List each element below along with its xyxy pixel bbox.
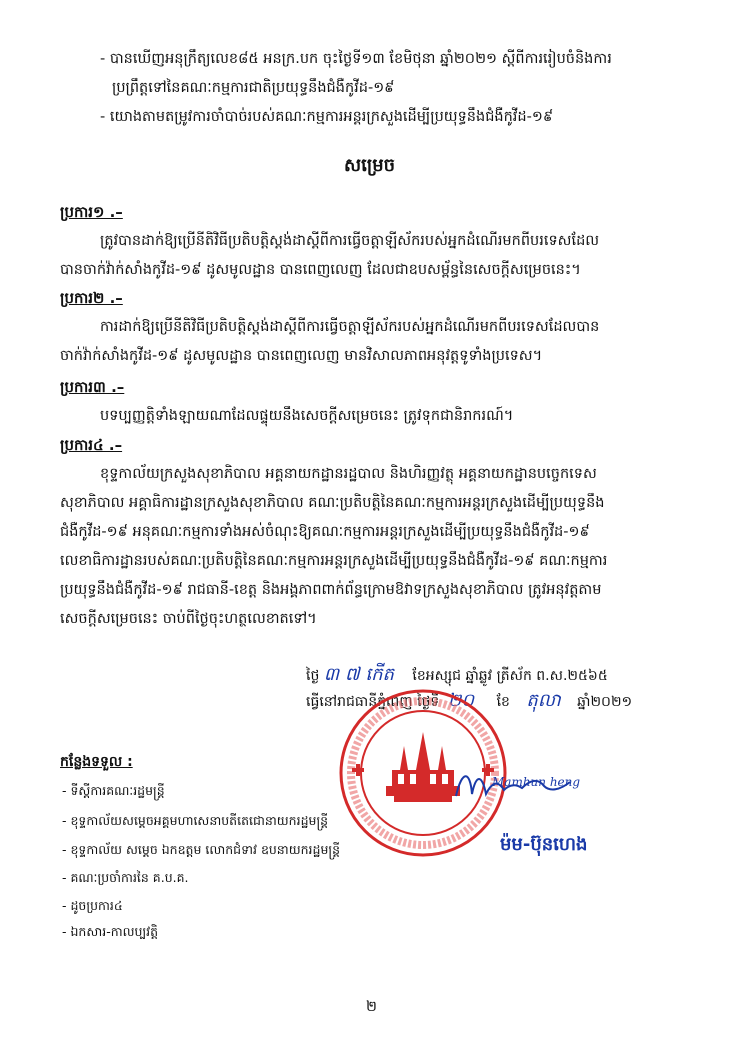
date-day-prefix: ថ្ងៃ	[306, 668, 320, 684]
recipient-item: - ឯកសារ-កាលប្បវត្តិ	[62, 924, 159, 939]
article-4-line-6: សេចក្តីសម្រេចនេះ ចាប់ពីថ្ងៃចុះហត្ថលេខាតទៅ។	[60, 611, 317, 627]
date-month-label: ខែ	[496, 694, 510, 710]
preamble-line-1: - បានឃើញអនុក្រឹត្យលេខ៨៥ អនក្រ.បក ចុះថ្ងៃទី១៣ ខែមិថុនា ឆ្នាំ២០២១ ស្តីពីការរៀបចំនិងការ	[100, 51, 612, 67]
signatory-name: ម៉ម-ប៊ុនហេង	[500, 834, 588, 855]
preamble-line-3: - យោងតាមតម្រូវការចាំបាច់របស់គណៈកម្មការអន្តរក្រសួងដើម្បីប្រយុទ្ធនឹងជំងឺកូវីដ-១៩	[100, 109, 554, 125]
date-lunar-suffix: ខែអស្សុជ ឆ្នាំឆ្លូវ ត្រីស័ក ព.ស.២៥៦៥	[412, 668, 608, 684]
date-handwritten-month: តុលា	[526, 690, 561, 711]
date-line-1	[306, 662, 608, 689]
signature-text: Mamhun heng	[492, 775, 581, 789]
article-4-line-5: ប្រយុទ្ធនឹងជំងឺកូវីដ-១៩ រាជធានី-ខេត្ត និងអង្គភាពពាក់ព័ន្ធក្រោមឱវាទក្រសួងសុខាភិបាល ត្រូវអនុវត្តតាម	[60, 582, 602, 598]
article-1-line-1: ត្រូវបានដាក់ឱ្យប្រើនីតិវិធីប្រតិបត្តិស្តង់ដាស្តីពីការធ្វើចត្តាឡីស័ករបស់អ្នកដំណើរមកពីបរទេសដែល	[100, 233, 600, 249]
article-2-line-1: ការដាក់ឱ្យប្រើនីតិវិធីប្រតិបត្តិស្តង់ដាស្តីពីការធ្វើចត្តាឡីស័ករបស់អ្នកដំណើរមកពីបរទេសដែលបាន	[100, 319, 600, 335]
article-4-line-1: ខុទ្ទកាល័យក្រសួងសុខាភិបាល អគ្គនាយកដ្ឋានរដ្ឋបាល និងហិរញ្ញវត្ថុ អគ្គនាយកដ្ឋានបច្ចេកទេស	[100, 466, 597, 482]
decision-heading: សម្រេច	[344, 155, 396, 176]
date-place-prefix: ធ្វើនៅរាជធានីភ្នំពេញ ថ្ងៃទី	[306, 694, 440, 710]
page-number: ២	[366, 999, 377, 1015]
article-2-label: ប្រការ២ .–	[60, 289, 123, 307]
signature-icon	[452, 766, 582, 806]
article-2-line-2: ចាក់វ៉ាក់សាំងកូវីដ-១៩ ដូសមូលដ្ឋាន បានពេញលេញ មានវិសាលភាពអនុវត្តទូទាំងប្រទេស។	[60, 348, 543, 364]
recipient-item: - ទីស្តីការគណៈរដ្ឋមន្ត្រី	[62, 783, 165, 798]
date-year: ឆ្នាំ២០២១	[577, 694, 633, 710]
recipient-item: - ខុទ្ទកាល័យសម្តេចអគ្គមហាសេនាបតីតេជោនាយករដ្ឋមន្ត្រី	[62, 813, 329, 828]
date-handwritten-lunar: ៣ ៧ កើត	[323, 664, 394, 685]
article-1-label: ប្រការ១ .–	[60, 203, 123, 221]
article-3-line-1: បទប្បញ្ញត្តិទាំងឡាយណាដែលផ្ទុយនឹងសេចក្តីសម្រេចនេះ ត្រូវទុកជានិរាករណ៍។	[100, 408, 514, 424]
date-handwritten-day: ២០	[447, 690, 475, 711]
article-4-line-3: ជំងឺកូវីដ-១៩ អនុគណៈកម្មការទាំងអស់ចំណុះឱ្យគណៈកម្មការអន្តរក្រសួងដើម្បីប្រយុទ្ធនឹងជំងឺកូវីដ-១៩	[60, 524, 590, 540]
recipients-title: កន្លែងទទួល :	[60, 754, 133, 770]
article-1-line-2: បានចាក់វ៉ាក់សាំងកូវីដ-១៩ ដូសមូលដ្ឋាន បានពេញលេញ ដែលជាឧបសម្ព័ន្ធនៃសេចក្តីសម្រេចនេះ។	[60, 262, 581, 278]
article-4-line-2: សុខាភិបាល អគ្គាធិការដ្ឋានក្រសួងសុខាភិបាល គណៈប្រតិបត្តិនៃគណៈកម្មការអន្តរក្រសួងដើម្បីប្រយុទ្ធនឹង	[60, 495, 605, 511]
recipient-item: - ខុទ្ទកាល័យ សម្តេច ឯកឧត្តម លោកជំទាវ ឧបនាយករដ្ឋមន្ត្រី	[62, 842, 341, 857]
article-4-label: ប្រការ៤ .–	[60, 436, 123, 454]
article-4-line-4: លេខាធិការដ្ឋានរបស់គណៈប្រតិបត្តិនៃគណៈកម្មការអន្តរក្រសួងដើម្បីប្រយុទ្ធនឹងជំងឺកូវីដ-១៩ គណៈកម្មការ	[60, 553, 608, 569]
recipient-item: - ដូចប្រការ៤	[62, 898, 123, 913]
article-3-label: ប្រការ៣ .–	[60, 378, 125, 396]
preamble-line-2: ប្រព្រឹត្តទៅនៃគណៈកម្មការជាតិប្រយុទ្ធនឹងជំងឺកូវីដ-១៩	[112, 80, 395, 96]
recipient-item: - គណៈប្រចាំការនៃ គ.ប.គ.	[62, 870, 189, 885]
